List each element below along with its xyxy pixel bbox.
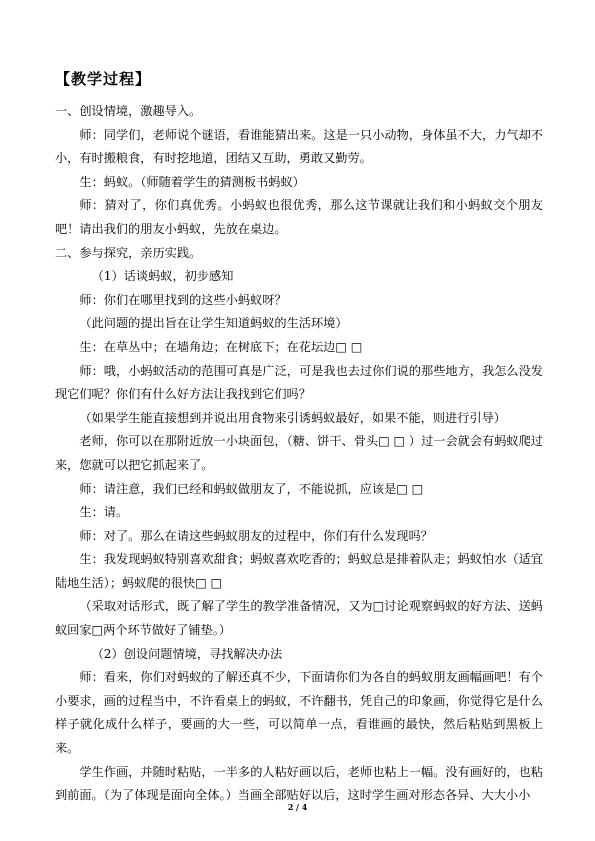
paragraph: 生：我发现蚂蚁特别喜欢甜食；蚂蚁喜欢吃香的；蚂蚁总是排着队走；蚂蚁怕水（适宜陆地生活）；蚂蚁爬的很快□ □ xyxy=(55,552,543,590)
paragraph: 师：同学们，老师说个谜语，看谁能猜出来。这是一只小动物，身体虽不大，力气却不小，有时搬粮食，有时挖地道，团结又互助，勇敢又勤劳。 xyxy=(55,127,543,166)
paragraph: （此问题的提出旨在让学生知道蚂蚁的生活环境） xyxy=(79,316,348,331)
body-text xyxy=(55,100,543,808)
paragraph: （如果学生能直接想到并说出用食物来引诱蚂蚁最好，如果不能，则进行引导） xyxy=(79,410,506,425)
paragraph: 师：看来，你们对蚂蚁的了解还真不少，下面请你们为各自的蚂蚁朋友画幅画吧！有个小要求，画的过程当中，不许看桌上的蚂蚁，不许翻书，凭自己的印象画，你觉得它是什么样子就化成什么样子，要画的大一些，可以简单一点，看谁画的最快，然后粘贴到黑板上来。 xyxy=(55,670,543,756)
paragraph: 老师，你可以在那附近放一小块面包，（糖、饼干、骨头□ □ ）过一会就会有蚂蚁爬过来，您就可以把它抓起来了。 xyxy=(55,434,543,472)
paragraph: （采取对话形式，既了解了学生的教学准备情况，又为□讨论观察蚂蚁的好方法、送蚂蚁回家□两个环节做好了铺垫。） xyxy=(55,599,543,638)
paragraph: 生：在草丛中；在墙角边；在树底下；在花坛边□ □ xyxy=(79,339,363,354)
paragraph: 师：对了。那么在请这些蚂蚁朋友的过程中，你们有什么发现吗？ xyxy=(79,528,433,543)
paragraph: 师：你们在哪里找到的这些小蚂蚁呀？ xyxy=(79,292,287,307)
paragraph: 生：请。 xyxy=(79,505,129,520)
paragraph: （2）创设问题情境，寻找解决办法 xyxy=(91,646,283,661)
paragraph: 师：猜对了，你们真优秀。小蚂蚁也很优秀，那么这节课就让我们和小蚂蚁交个朋友吧！请出我们的朋友小蚂蚁，先放在桌边。 xyxy=(55,198,543,236)
paragraph: 一、创设情境，激趣导入。 xyxy=(55,104,202,118)
paragraph: 学生作画，并随时粘贴，一半多的人粘好画以后，老师也粘上一幅。没有画好的，也粘到前面。（为了体现是面向全体。）当画全部贴好以后，这时学生画对形态各异、大大小小 xyxy=(55,764,543,803)
paragraph: 生：蚂蚁。（师随着学生的猜测板书蚂蚁） xyxy=(79,174,305,189)
section-heading: 【教学过程】 xyxy=(55,70,152,88)
page-number: 2 / 4 xyxy=(287,802,308,812)
paragraph: 二、参与探究，亲历实践。 xyxy=(55,245,202,260)
paragraph: 师：哦，小蚂蚁活动的范围可真是广泛，可是我也去过你们说的那些地方，我怎么没发现它们呢？你们有什么好方法让我找到它们吗？ xyxy=(55,363,543,402)
paragraph: 师：请注意，我们已经和蚂蚁做朋友了，不能说抓，应该是□ □ xyxy=(79,481,424,496)
paragraph: （1）话谈蚂蚁，初步感知 xyxy=(91,269,234,284)
